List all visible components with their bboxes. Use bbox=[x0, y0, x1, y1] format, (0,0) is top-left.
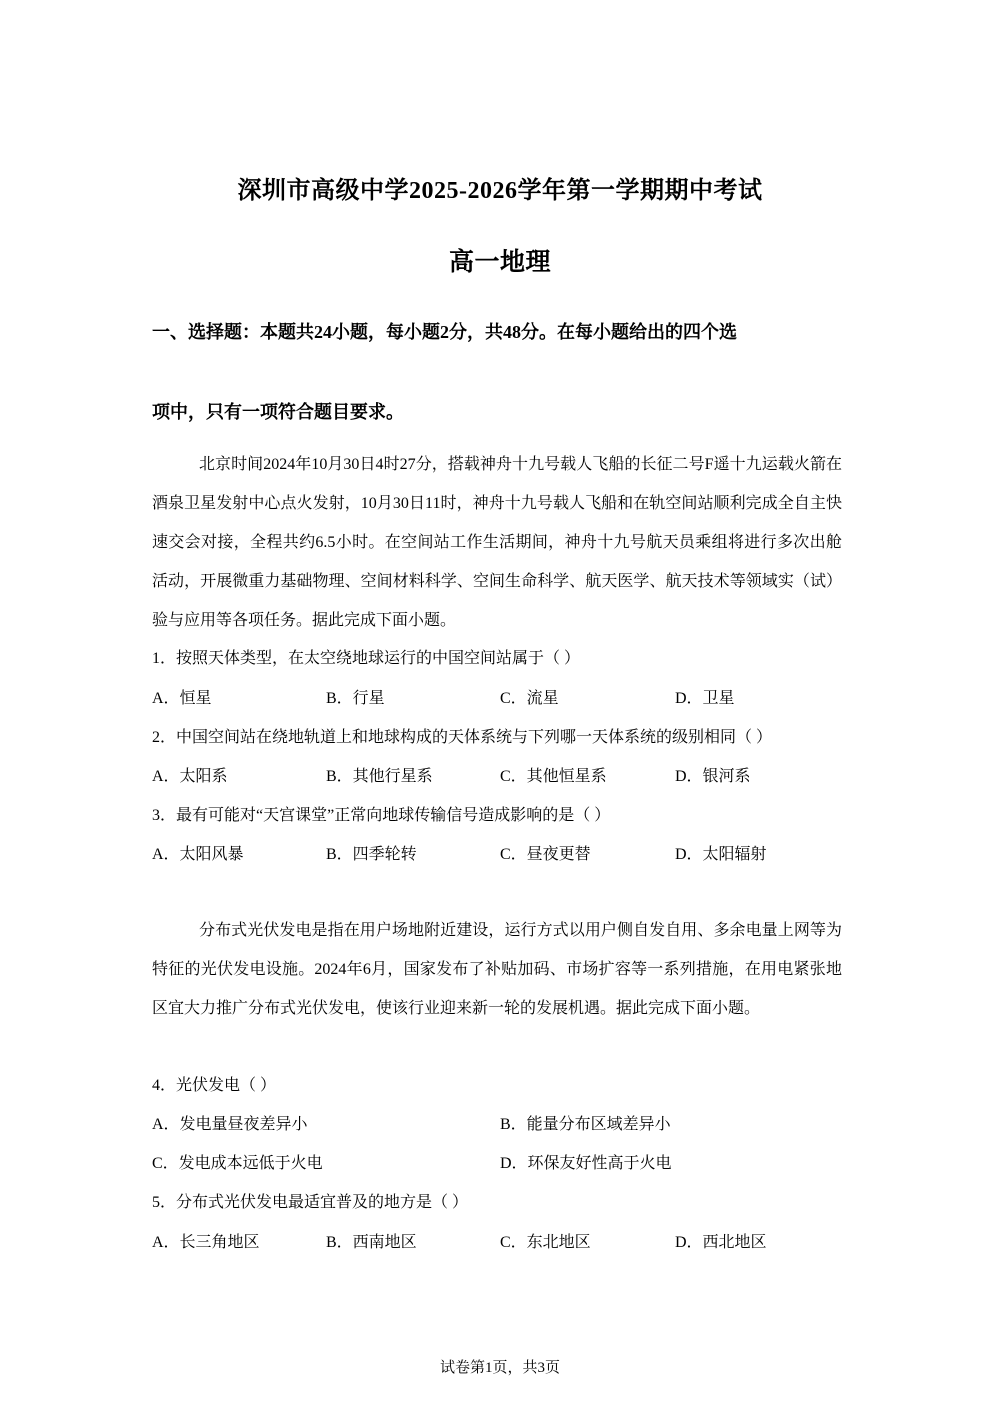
question-2-option-c: C．其他恒星系 bbox=[500, 768, 607, 785]
page-footer: 试卷第1页，共3页 bbox=[439, 1360, 560, 1376]
passage-2: 分布式光伏发电是指在用户场地附近建设，运行方式以用户侧自发自用、多余电量上网等为特征的光伏发电设施。2024年6月，国家发布了补贴加码、市场扩容等一系列措施，在用电紧张地区宜大力推广分布式光伏发电，使该行业迎来新一轮的发展机遇。据此完成下面小题。 bbox=[152, 922, 842, 1017]
question-5-stem: 5．分布式光伏发电最适宜普及的地方是（ ） bbox=[152, 1194, 469, 1211]
question-4-option-c: C．发电成本远低于火电 bbox=[152, 1155, 323, 1172]
question-2-option-a: A．太阳系 bbox=[152, 768, 228, 785]
question-3-stem: 3．最有可能对“天宫课堂”正常向地球传输信号造成影响的是（ ） bbox=[152, 807, 611, 824]
question-3-option-d: D．太阳辐射 bbox=[675, 846, 767, 863]
passage-1: 北京时间2024年10月30日4时27分，搭载神舟十九号载人飞船的长征二号F遥十九运载火箭在酒泉卫星发射中心点火发射，10月30日11时，神舟十九号载人飞船和在轨空间站顺利完成全自主快速交会对接，全程共约6.5小时。在空间站工作生活期间，神舟十九号航天员乘组将进行多次出舱活动，开展微重力基础物理、空间材料科学、空间生命科学、航天医学、航天技术等领域实（试）验与应用等各项任务。据此完成下面小题。 bbox=[152, 456, 842, 629]
question-5-option-b: B．西南地区 bbox=[326, 1234, 417, 1251]
question-3-option-c: C．昼夜更替 bbox=[500, 846, 591, 863]
question-5-option-d: D．西北地区 bbox=[675, 1234, 767, 1251]
question-1-option-d: D．卫星 bbox=[675, 690, 735, 707]
question-2-option-d: D．银河系 bbox=[675, 768, 751, 785]
question-5-option-a: A．长三角地区 bbox=[152, 1234, 260, 1251]
question-4-option-a: A．发电量昼夜差异小 bbox=[152, 1116, 308, 1133]
question-3-option-a: A．太阳风暴 bbox=[152, 846, 244, 863]
question-2-option-b: B．其他行星系 bbox=[326, 768, 433, 785]
exam-title: 深圳市高级中学2025-2026学年第一学期期中考试 bbox=[237, 178, 763, 204]
exam-subject: 高一地理 bbox=[448, 249, 551, 276]
question-3-option-b: B．四季轮转 bbox=[326, 846, 417, 863]
question-5-option-c: C．东北地区 bbox=[500, 1234, 591, 1251]
question-1-option-a: A．恒星 bbox=[152, 690, 212, 707]
question-1-stem: 1．按照天体类型，在太空绕地球运行的中国空间站属于（ ） bbox=[152, 650, 581, 667]
question-1-option-b: B．行星 bbox=[326, 690, 385, 707]
question-1-option-c: C．流星 bbox=[500, 690, 559, 707]
question-4-option-b: B．能量分布区域差异小 bbox=[500, 1116, 671, 1133]
question-4-option-d: D．环保友好性高于火电 bbox=[500, 1155, 672, 1172]
section-heading-line1: 一、选择题：本题共24小题，每小题2分，共48分。在每小题给出的四个选 bbox=[152, 322, 737, 342]
question-4-stem: 4．光伏发电（ ） bbox=[152, 1077, 277, 1094]
question-2-stem: 2．中国空间站在绕地轨道上和地球构成的天体系统与下列哪一天体系统的级别相同（ ） bbox=[152, 729, 773, 746]
section-heading-line2: 项中，只有一项符合题目要求。 bbox=[152, 402, 404, 422]
